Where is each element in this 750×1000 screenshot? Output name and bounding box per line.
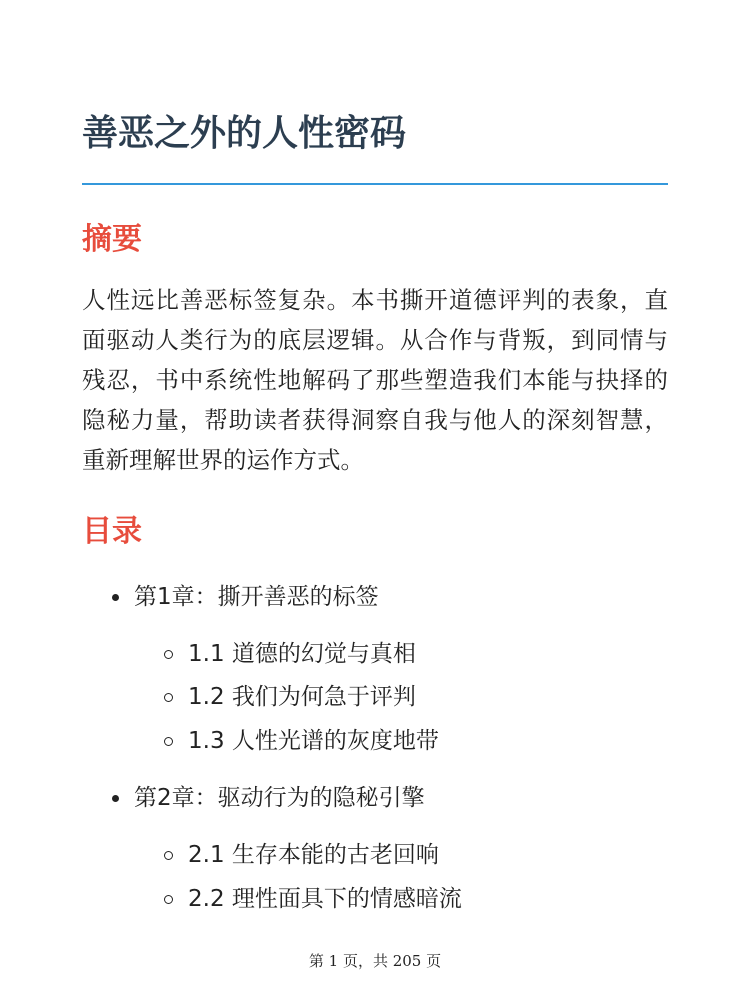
document-page bbox=[82, 0, 668, 1000]
filled-bullet-icon bbox=[112, 594, 119, 601]
toc-chapter-1 bbox=[134, 581, 379, 613]
toc-section-label: 1.1 道德的幻觉与真相 bbox=[188, 641, 416, 667]
hollow-bullet-icon bbox=[164, 851, 173, 860]
toc-chapter-label: 第2章：驱动行为的隐秘引擎 bbox=[134, 785, 425, 811]
title-divider bbox=[82, 183, 668, 185]
toc-section-2-1 bbox=[188, 839, 439, 871]
toc-section-label: 2.1 生存本能的古老回响 bbox=[188, 842, 439, 868]
abstract-heading: 摘要 bbox=[82, 222, 142, 257]
hollow-bullet-icon bbox=[164, 895, 173, 904]
toc-chapter-label: 第1章：撕开善恶的标签 bbox=[134, 584, 379, 610]
hollow-bullet-icon bbox=[164, 693, 173, 702]
toc-section-label: 2.2 理性面具下的情感暗流 bbox=[188, 886, 462, 912]
toc-section-2-2 bbox=[188, 883, 462, 915]
toc-section-1-3 bbox=[188, 725, 439, 757]
toc-section-label: 1.3 人性光谱的灰度地带 bbox=[188, 728, 439, 754]
document-title: 善恶之外的人性密码 bbox=[82, 113, 407, 154]
page-number-footer: 第 1 页，共 205 页 bbox=[308, 952, 442, 970]
toc-section-1-1 bbox=[188, 638, 416, 670]
toc-section-label: 1.2 我们为何急于评判 bbox=[188, 684, 416, 710]
filled-bullet-icon bbox=[112, 795, 119, 802]
toc-chapter-2 bbox=[134, 782, 425, 814]
hollow-bullet-icon bbox=[164, 737, 173, 746]
toc-heading: 目录 bbox=[82, 514, 142, 549]
toc-section-1-2 bbox=[188, 681, 416, 713]
hollow-bullet-icon bbox=[164, 650, 173, 659]
abstract-text: 人性远比善恶标签复杂。本书撕开道德评判的表象，直面驱动人类行为的底层逻辑。从合作与背叛，到同情与残忍，书中系统性地解码了那些塑造我们本能与抉择的隐秘力量，帮助读者获得洞察自我与他人的深刻智慧，重新理解世界的运作方式。 bbox=[82, 286, 668, 474]
